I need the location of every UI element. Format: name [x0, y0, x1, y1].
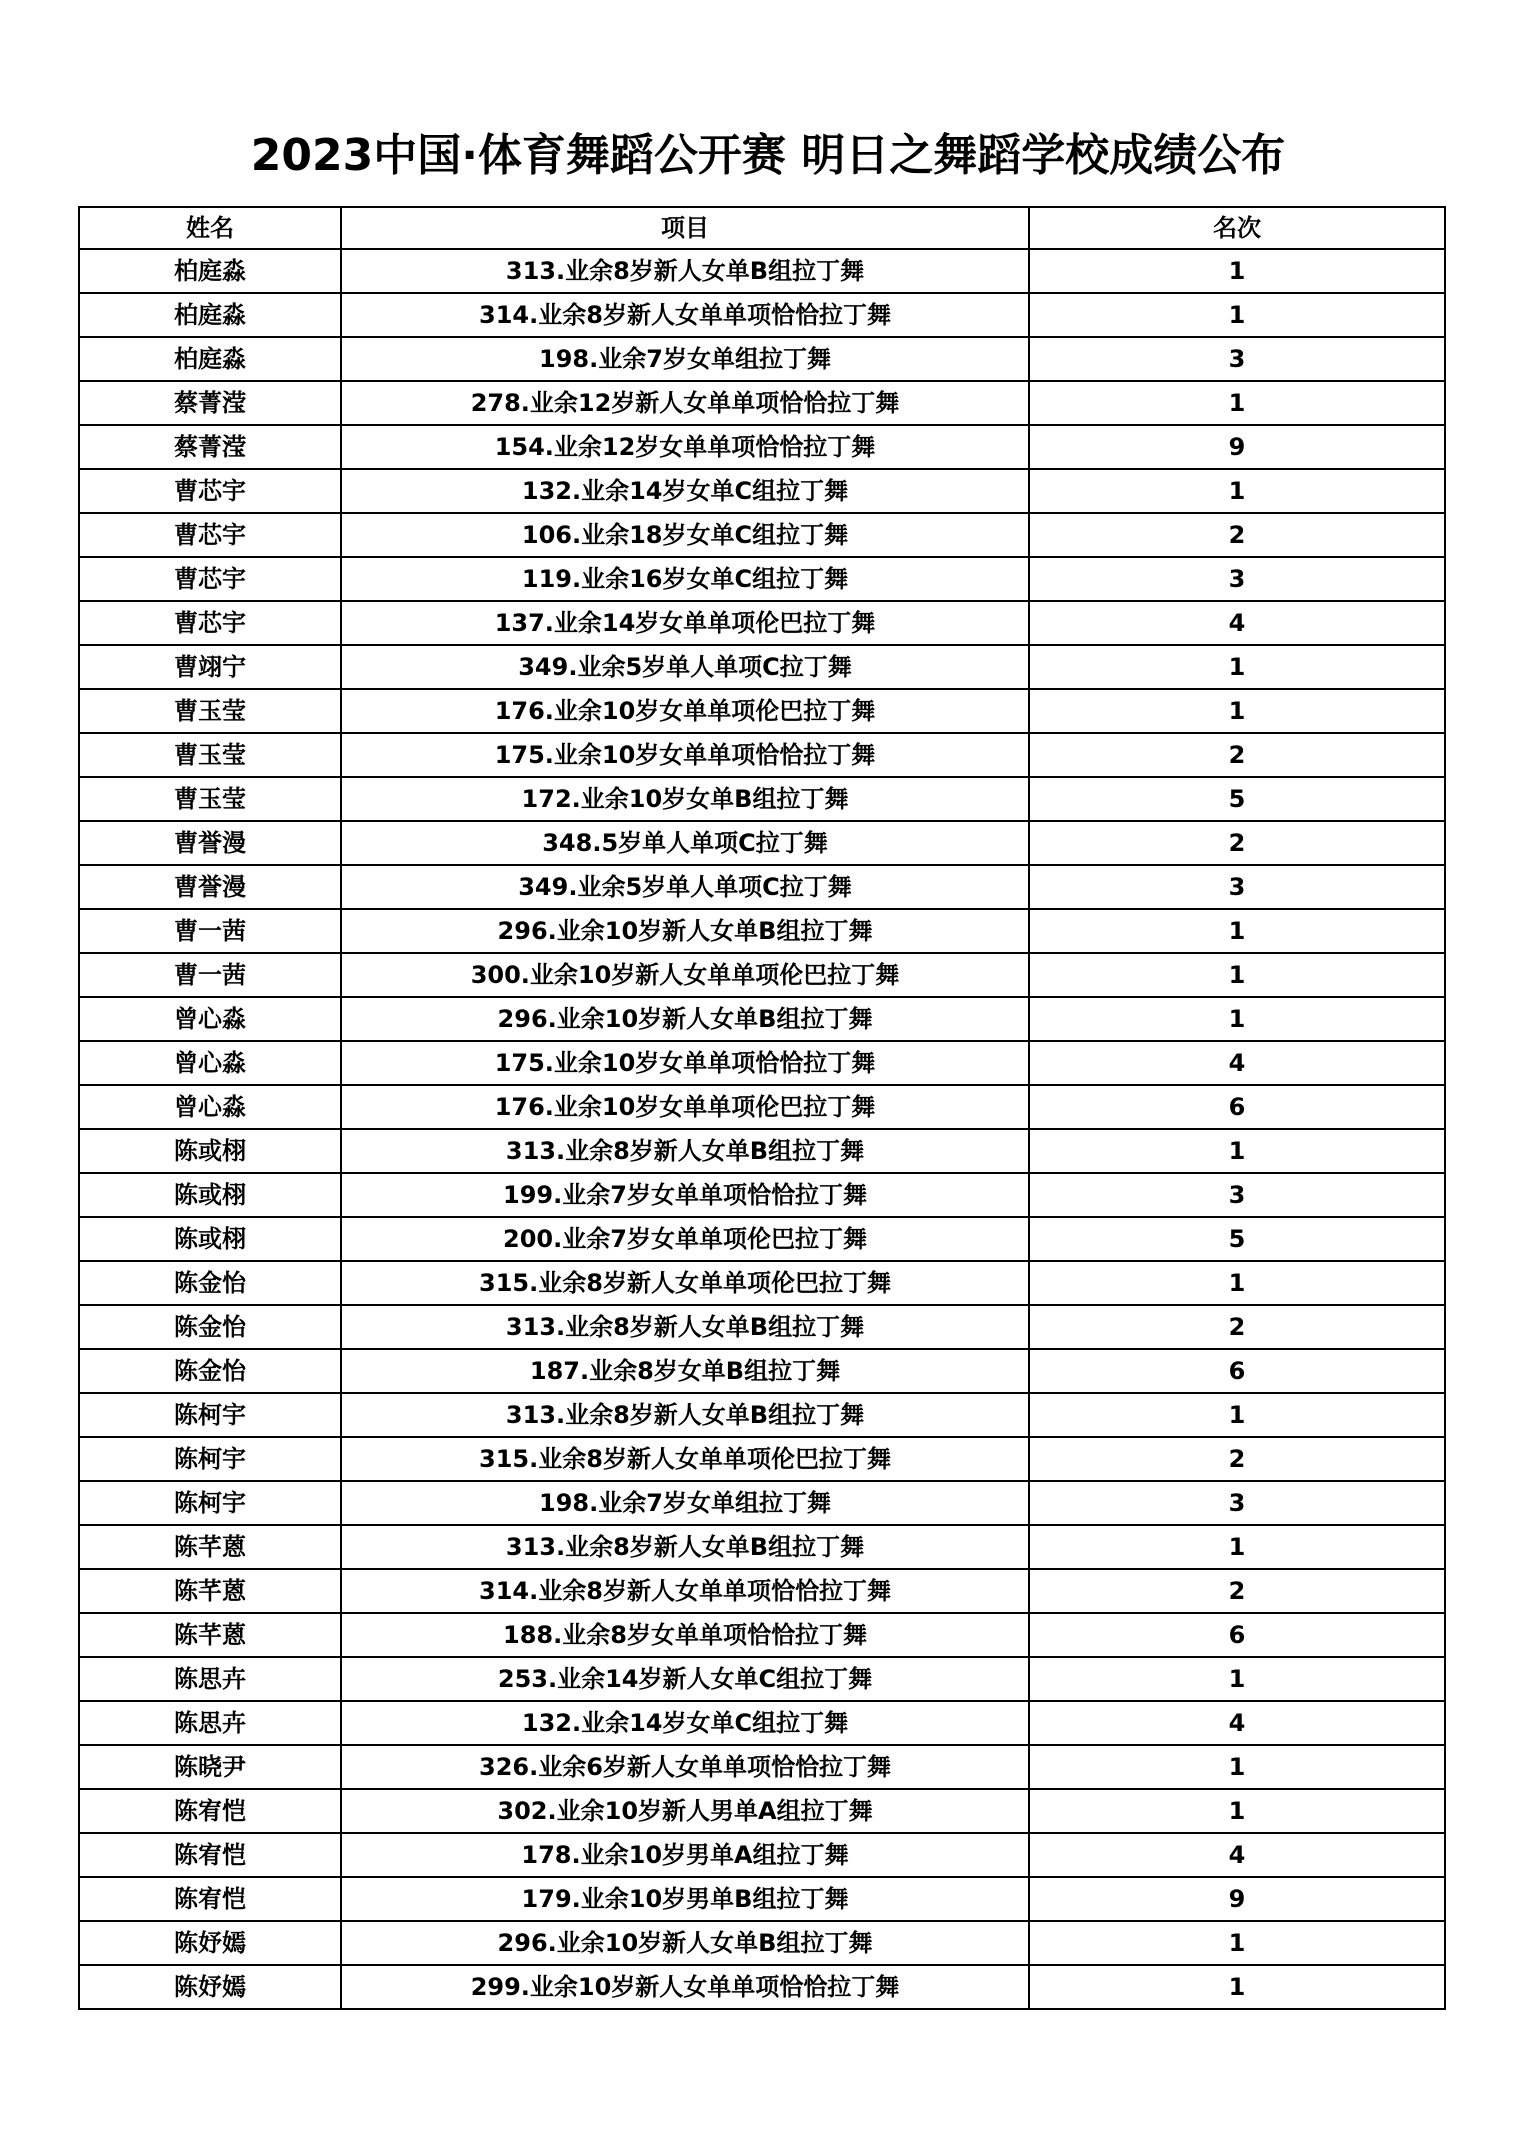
table-row — [79, 469, 1445, 513]
table-row — [79, 601, 1445, 645]
cell-name: 陈宥恺 — [79, 1833, 341, 1877]
cell-rank: 9 — [1029, 425, 1445, 469]
cell-event: 200.业余7岁女单单项伦巴拉丁舞 — [341, 1217, 1029, 1261]
cell-rank: 4 — [1029, 1701, 1445, 1745]
results-table-body — [79, 249, 1445, 2009]
table-row — [79, 1261, 1445, 1305]
cell-event: 119.业余16岁女单C组拉丁舞 — [341, 557, 1029, 601]
cell-name: 陈或栩 — [79, 1129, 341, 1173]
cell-rank: 1 — [1029, 293, 1445, 337]
cell-event: 154.业余12岁女单单项恰恰拉丁舞 — [341, 425, 1029, 469]
cell-event: 132.业余14岁女单C组拉丁舞 — [341, 1701, 1029, 1745]
cell-event: 199.业余7岁女单单项恰恰拉丁舞 — [341, 1173, 1029, 1217]
table-row — [79, 1305, 1445, 1349]
table-row — [79, 689, 1445, 733]
cell-name: 柏庭淼 — [79, 249, 341, 293]
cell-event: 198.业余7岁女单组拉丁舞 — [341, 1481, 1029, 1525]
cell-event: 302.业余10岁新人男单A组拉丁舞 — [341, 1789, 1029, 1833]
cell-rank: 1 — [1029, 1789, 1445, 1833]
cell-name: 曹玉莹 — [79, 689, 341, 733]
table-row — [79, 1525, 1445, 1569]
table-row — [79, 337, 1445, 381]
cell-name: 陈晓尹 — [79, 1745, 341, 1789]
cell-rank: 1 — [1029, 249, 1445, 293]
cell-event: 253.业余14岁新人女单C组拉丁舞 — [341, 1657, 1029, 1701]
cell-rank: 1 — [1029, 1129, 1445, 1173]
cell-name: 陈金怡 — [79, 1349, 341, 1393]
cell-event: 106.业余18岁女单C组拉丁舞 — [341, 513, 1029, 557]
cell-rank: 3 — [1029, 865, 1445, 909]
cell-name: 陈妤嫣 — [79, 1921, 341, 1965]
cell-name: 曹芯宇 — [79, 601, 341, 645]
cell-rank: 1 — [1029, 1261, 1445, 1305]
results-table — [78, 206, 1446, 2010]
cell-rank: 1 — [1029, 1657, 1445, 1701]
cell-rank: 2 — [1029, 1305, 1445, 1349]
cell-event: 299.业余10岁新人女单单项恰恰拉丁舞 — [341, 1965, 1029, 2009]
column-header-rank: 名次 — [1029, 207, 1445, 249]
cell-name: 柏庭淼 — [79, 337, 341, 381]
cell-event: 349.业余5岁单人单项C拉丁舞 — [341, 645, 1029, 689]
table-row — [79, 1041, 1445, 1085]
column-header-event: 项目 — [341, 207, 1029, 249]
table-row — [79, 513, 1445, 557]
table-row — [79, 1481, 1445, 1525]
table-row — [79, 381, 1445, 425]
cell-name: 陈或栩 — [79, 1173, 341, 1217]
cell-event: 296.业余10岁新人女单B组拉丁舞 — [341, 997, 1029, 1041]
table-row — [79, 1965, 1445, 2009]
cell-name: 曹玉莹 — [79, 733, 341, 777]
cell-event: 175.业余10岁女单单项恰恰拉丁舞 — [341, 1041, 1029, 1085]
cell-event: 314.业余8岁新人女单单项恰恰拉丁舞 — [341, 293, 1029, 337]
cell-event: 313.业余8岁新人女单B组拉丁舞 — [341, 1525, 1029, 1569]
cell-event: 326.业余6岁新人女单单项恰恰拉丁舞 — [341, 1745, 1029, 1789]
cell-event: 315.业余8岁新人女单单项伦巴拉丁舞 — [341, 1261, 1029, 1305]
table-row — [79, 953, 1445, 997]
table-row — [79, 249, 1445, 293]
cell-name: 陈思卉 — [79, 1657, 341, 1701]
cell-event: 175.业余10岁女单单项恰恰拉丁舞 — [341, 733, 1029, 777]
cell-name: 陈芊蒽 — [79, 1613, 341, 1657]
cell-rank: 6 — [1029, 1085, 1445, 1129]
cell-rank: 6 — [1029, 1613, 1445, 1657]
cell-name: 曹誉漫 — [79, 865, 341, 909]
cell-rank: 2 — [1029, 1437, 1445, 1481]
table-row — [79, 1657, 1445, 1701]
table-row — [79, 1393, 1445, 1437]
cell-event: 315.业余8岁新人女单单项伦巴拉丁舞 — [341, 1437, 1029, 1481]
table-row — [79, 909, 1445, 953]
cell-event: 188.业余8岁女单单项恰恰拉丁舞 — [341, 1613, 1029, 1657]
cell-rank: 2 — [1029, 1569, 1445, 1613]
table-row — [79, 1569, 1445, 1613]
cell-rank: 1 — [1029, 997, 1445, 1041]
cell-event: 176.业余10岁女单单项伦巴拉丁舞 — [341, 689, 1029, 733]
table-row — [79, 1437, 1445, 1481]
cell-rank: 9 — [1029, 1877, 1445, 1921]
cell-name: 曹一茜 — [79, 909, 341, 953]
cell-event: 296.业余10岁新人女单B组拉丁舞 — [341, 1921, 1029, 1965]
page-title: 2023中国·体育舞蹈公开赛 明日之舞蹈学校成绩公布 — [250, 130, 1286, 181]
cell-rank: 1 — [1029, 1921, 1445, 1965]
cell-name: 陈柯宇 — [79, 1393, 341, 1437]
cell-rank: 1 — [1029, 689, 1445, 733]
cell-rank: 4 — [1029, 1833, 1445, 1877]
cell-event: 179.业余10岁男单B组拉丁舞 — [341, 1877, 1029, 1921]
table-row — [79, 645, 1445, 689]
cell-rank: 1 — [1029, 1965, 1445, 2009]
table-row — [79, 1701, 1445, 1745]
cell-name: 曹玉莹 — [79, 777, 341, 821]
cell-event: 198.业余7岁女单组拉丁舞 — [341, 337, 1029, 381]
cell-rank: 6 — [1029, 1349, 1445, 1393]
cell-name: 曹芯宇 — [79, 557, 341, 601]
cell-event: 313.业余8岁新人女单B组拉丁舞 — [341, 1129, 1029, 1173]
column-header-name: 姓名 — [79, 207, 341, 249]
table-row — [79, 1085, 1445, 1129]
cell-event: 313.业余8岁新人女单B组拉丁舞 — [341, 1305, 1029, 1349]
table-row — [79, 1789, 1445, 1833]
cell-name: 曹誉漫 — [79, 821, 341, 865]
cell-event: 349.业余5岁单人单项C拉丁舞 — [341, 865, 1029, 909]
table-row — [79, 1173, 1445, 1217]
cell-rank: 5 — [1029, 777, 1445, 821]
table-row — [79, 1217, 1445, 1261]
table-row — [79, 425, 1445, 469]
cell-event: 313.业余8岁新人女单B组拉丁舞 — [341, 1393, 1029, 1437]
cell-rank: 1 — [1029, 909, 1445, 953]
table-row — [79, 821, 1445, 865]
cell-rank: 3 — [1029, 557, 1445, 601]
cell-name: 陈金怡 — [79, 1305, 341, 1349]
cell-rank: 2 — [1029, 821, 1445, 865]
cell-rank: 2 — [1029, 733, 1445, 777]
cell-event: 296.业余10岁新人女单B组拉丁舞 — [341, 909, 1029, 953]
cell-event: 348.5岁单人单项C拉丁舞 — [341, 821, 1029, 865]
cell-event: 187.业余8岁女单B组拉丁舞 — [341, 1349, 1029, 1393]
table-row — [79, 1921, 1445, 1965]
table-row — [79, 733, 1445, 777]
cell-name: 陈宥恺 — [79, 1877, 341, 1921]
cell-event: 313.业余8岁新人女单B组拉丁舞 — [341, 249, 1029, 293]
cell-rank: 1 — [1029, 953, 1445, 997]
cell-rank: 3 — [1029, 1173, 1445, 1217]
cell-rank: 1 — [1029, 1745, 1445, 1789]
cell-rank: 3 — [1029, 1481, 1445, 1525]
cell-name: 曾心淼 — [79, 1041, 341, 1085]
cell-name: 陈芊蒽 — [79, 1525, 341, 1569]
table-header-row — [79, 207, 1445, 249]
table-row — [79, 557, 1445, 601]
cell-name: 曹芯宇 — [79, 513, 341, 557]
cell-event: 300.业余10岁新人女单单项伦巴拉丁舞 — [341, 953, 1029, 997]
cell-rank: 5 — [1029, 1217, 1445, 1261]
cell-name: 曹翊宁 — [79, 645, 341, 689]
table-row — [79, 293, 1445, 337]
cell-name: 陈芊蒽 — [79, 1569, 341, 1613]
cell-name: 蔡菁滢 — [79, 381, 341, 425]
cell-name: 柏庭淼 — [79, 293, 341, 337]
cell-event: 132.业余14岁女单C组拉丁舞 — [341, 469, 1029, 513]
cell-name: 曹一茜 — [79, 953, 341, 997]
cell-rank: 2 — [1029, 513, 1445, 557]
table-row — [79, 1833, 1445, 1877]
cell-name: 曾心淼 — [79, 997, 341, 1041]
table-row — [79, 1877, 1445, 1921]
cell-name: 陈柯宇 — [79, 1437, 341, 1481]
cell-name: 陈或栩 — [79, 1217, 341, 1261]
cell-name: 曾心淼 — [79, 1085, 341, 1129]
cell-event: 137.业余14岁女单单项伦巴拉丁舞 — [341, 601, 1029, 645]
cell-event: 178.业余10岁男单A组拉丁舞 — [341, 1833, 1029, 1877]
cell-rank: 4 — [1029, 601, 1445, 645]
cell-name: 陈妤嫣 — [79, 1965, 341, 2009]
table-row — [79, 865, 1445, 909]
table-row — [79, 1745, 1445, 1789]
cell-rank: 1 — [1029, 645, 1445, 689]
cell-name: 陈金怡 — [79, 1261, 341, 1305]
cell-rank: 1 — [1029, 381, 1445, 425]
table-row — [79, 1129, 1445, 1173]
cell-event: 314.业余8岁新人女单单项恰恰拉丁舞 — [341, 1569, 1029, 1613]
cell-rank: 1 — [1029, 469, 1445, 513]
cell-name: 陈柯宇 — [79, 1481, 341, 1525]
cell-name: 陈宥恺 — [79, 1789, 341, 1833]
cell-event: 176.业余10岁女单单项伦巴拉丁舞 — [341, 1085, 1029, 1129]
table-row — [79, 1349, 1445, 1393]
cell-rank: 3 — [1029, 337, 1445, 381]
table-row — [79, 997, 1445, 1041]
cell-rank: 1 — [1029, 1525, 1445, 1569]
cell-rank: 1 — [1029, 1393, 1445, 1437]
cell-name: 陈思卉 — [79, 1701, 341, 1745]
cell-name: 曹芯宇 — [79, 469, 341, 513]
cell-rank: 4 — [1029, 1041, 1445, 1085]
table-row — [79, 777, 1445, 821]
cell-event: 172.业余10岁女单B组拉丁舞 — [341, 777, 1029, 821]
cell-event: 278.业余12岁新人女单单项恰恰拉丁舞 — [341, 381, 1029, 425]
table-row — [79, 1613, 1445, 1657]
cell-name: 蔡菁滢 — [79, 425, 341, 469]
